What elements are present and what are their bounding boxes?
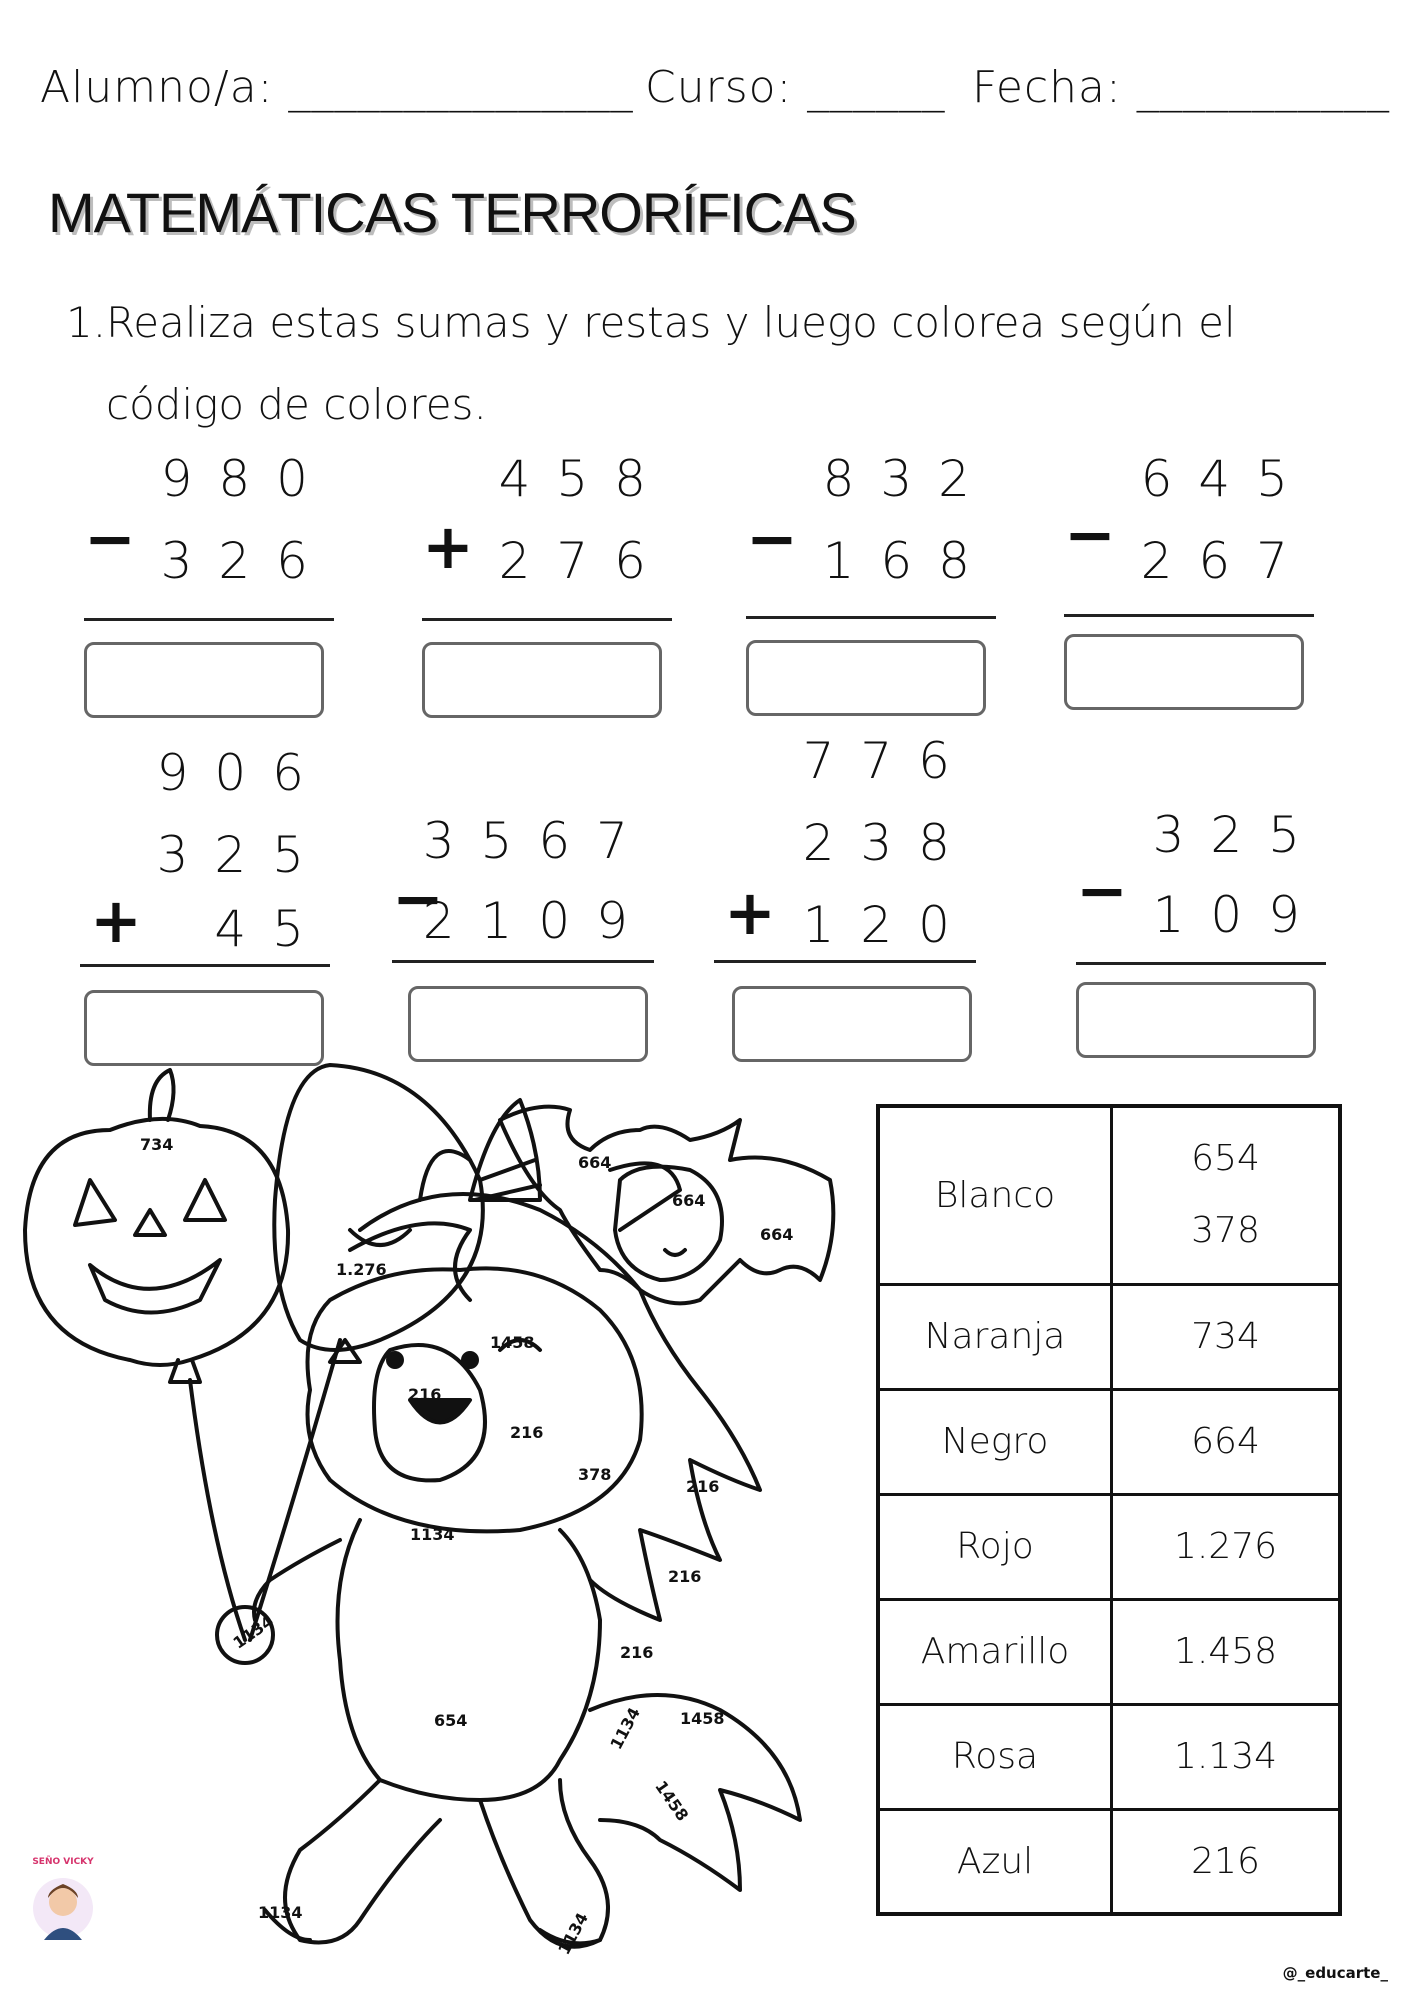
minus-sign: − (1076, 854, 1128, 927)
table-row (878, 1284, 1340, 1389)
label-bat-wing-right: 664 (760, 1225, 794, 1244)
operand: 238 (802, 814, 976, 872)
unicorn-ear-right (610, 1163, 680, 1230)
minus-sign: − (84, 502, 136, 575)
unicorn-body (338, 1520, 601, 1800)
course-field[interactable]: Curso: ______ (645, 62, 946, 113)
operation-2 (422, 450, 672, 720)
ghost-balloon (274, 1065, 483, 1350)
sum-line (714, 960, 976, 963)
label-pumpkin: 734 (140, 1135, 174, 1154)
table-row (878, 1106, 1340, 1284)
answer-box[interactable] (422, 642, 662, 718)
pumpkin-stem (150, 1070, 174, 1120)
unicorn-head (308, 1268, 642, 1531)
sum-line (392, 960, 654, 963)
label-mane-3: 216 (686, 1477, 720, 1496)
color-value: 1.276 (1112, 1494, 1341, 1599)
operation-1 (84, 450, 334, 720)
color-name: Amarillo (878, 1599, 1112, 1704)
operation-5 (80, 744, 330, 1074)
label-mane-4: 216 (668, 1567, 702, 1586)
operand: 980 (160, 450, 334, 508)
operand: 832 (822, 450, 996, 508)
operand: 906 (156, 744, 330, 802)
label-body: 654 (434, 1711, 468, 1730)
operation-3 (746, 450, 996, 720)
balloon-string (190, 1380, 245, 1640)
answer-box[interactable] (732, 986, 972, 1062)
label-mane-1: 216 (408, 1385, 442, 1404)
operand: 458 (498, 450, 672, 508)
operand: 645 (1140, 450, 1314, 508)
sum-line (422, 618, 672, 621)
color-value: 664 (1112, 1389, 1341, 1494)
value: 378 (1191, 1210, 1260, 1252)
table-row (878, 1389, 1340, 1494)
operand: 267 (1140, 532, 1314, 590)
label-hoof-left: 1134 (258, 1903, 303, 1922)
label-hoof-right: 1134 (554, 1909, 593, 1958)
credit: @_educarte_ (1282, 1964, 1388, 1982)
operation-7 (714, 732, 976, 1062)
author-logo (18, 1850, 108, 1970)
sum-line (746, 616, 996, 619)
sum-line (1064, 614, 1314, 617)
page-title: MATEMÁTICAS TERRORÍFICAS (48, 181, 856, 244)
answer-box[interactable] (84, 642, 324, 718)
operation-4 (1064, 450, 1314, 720)
minus-sign: − (392, 862, 444, 935)
label-head: 378 (578, 1465, 612, 1484)
plus-sign: + (724, 876, 776, 949)
operand: 45 (214, 900, 330, 958)
pumpkin (25, 1119, 288, 1365)
sum-line (1076, 962, 1326, 965)
label-mane-2: 216 (510, 1423, 544, 1442)
answer-box[interactable] (746, 640, 986, 716)
operand: 325 (1152, 806, 1326, 864)
plus-sign: + (422, 510, 474, 583)
operand: 168 (822, 532, 996, 590)
label-mane-5: 216 (620, 1643, 654, 1662)
operand: 326 (160, 532, 334, 590)
color-values (1112, 1106, 1341, 1284)
minus-sign: − (746, 502, 798, 575)
operand: 776 (802, 732, 976, 790)
label-bat-wing-left: 664 (578, 1153, 612, 1172)
color-name: Naranja (878, 1284, 1112, 1389)
instruction (66, 282, 1316, 446)
sum-line (84, 618, 334, 621)
balloon-string (250, 1340, 340, 1640)
plus-sign: + (90, 884, 142, 957)
table-row (878, 1494, 1340, 1599)
color-name: Blanco (878, 1106, 1112, 1284)
color-name: Rojo (878, 1494, 1112, 1599)
operation-8 (1076, 744, 1326, 1074)
label-hoof-hand: 1134 (229, 1611, 277, 1653)
color-name: Azul (878, 1809, 1112, 1914)
color-value: 1.134 (1112, 1704, 1341, 1809)
color-value: 1.458 (1112, 1599, 1341, 1704)
operand: 109 (1152, 886, 1326, 944)
table-row (878, 1599, 1340, 1704)
label-balloon: 1.276 (336, 1260, 387, 1279)
instruction-number: 1. (66, 298, 107, 347)
answer-box[interactable] (1076, 982, 1316, 1058)
answer-box[interactable] (408, 986, 648, 1062)
color-key-table (876, 1104, 1342, 1916)
label-mouth: 1134 (410, 1525, 455, 1544)
coloring-picture (0, 1060, 860, 2000)
answer-box[interactable] (1064, 634, 1304, 710)
color-name: Negro (878, 1389, 1112, 1494)
instruction-text: Realiza estas sumas y restas y luego colorea según el código de colores. (106, 298, 1236, 429)
label-leg-band: 1134 (606, 1704, 645, 1753)
logo-text: SEÑO VICKY (32, 1857, 94, 1867)
sum-line (80, 964, 330, 967)
label-tail-1: 1458 (680, 1709, 725, 1728)
table-row (878, 1704, 1340, 1809)
operation-6 (392, 744, 654, 1074)
label-horn: 1458 (490, 1333, 535, 1352)
color-value: 734 (1112, 1284, 1341, 1389)
bat (500, 1107, 833, 1304)
operand: 325 (156, 826, 330, 884)
unicorn-leg-left (285, 1780, 440, 1943)
operand: 120 (802, 896, 976, 954)
minus-sign: − (1064, 498, 1116, 571)
color-value: 216 (1112, 1809, 1341, 1914)
value: 654 (1191, 1138, 1260, 1180)
answer-box[interactable] (84, 990, 324, 1066)
table-row (878, 1809, 1340, 1914)
color-name: Rosa (878, 1704, 1112, 1809)
label-tail-2: 1458 (651, 1777, 693, 1825)
student-name-field[interactable]: Alumno/a: _______________ (40, 62, 634, 113)
operand: 3567 (422, 812, 654, 870)
date-field[interactable]: Fecha: ___________ (972, 62, 1390, 113)
operand: 2109 (422, 892, 654, 950)
label-bat-body: 664 (672, 1191, 706, 1210)
operand: 276 (498, 532, 672, 590)
